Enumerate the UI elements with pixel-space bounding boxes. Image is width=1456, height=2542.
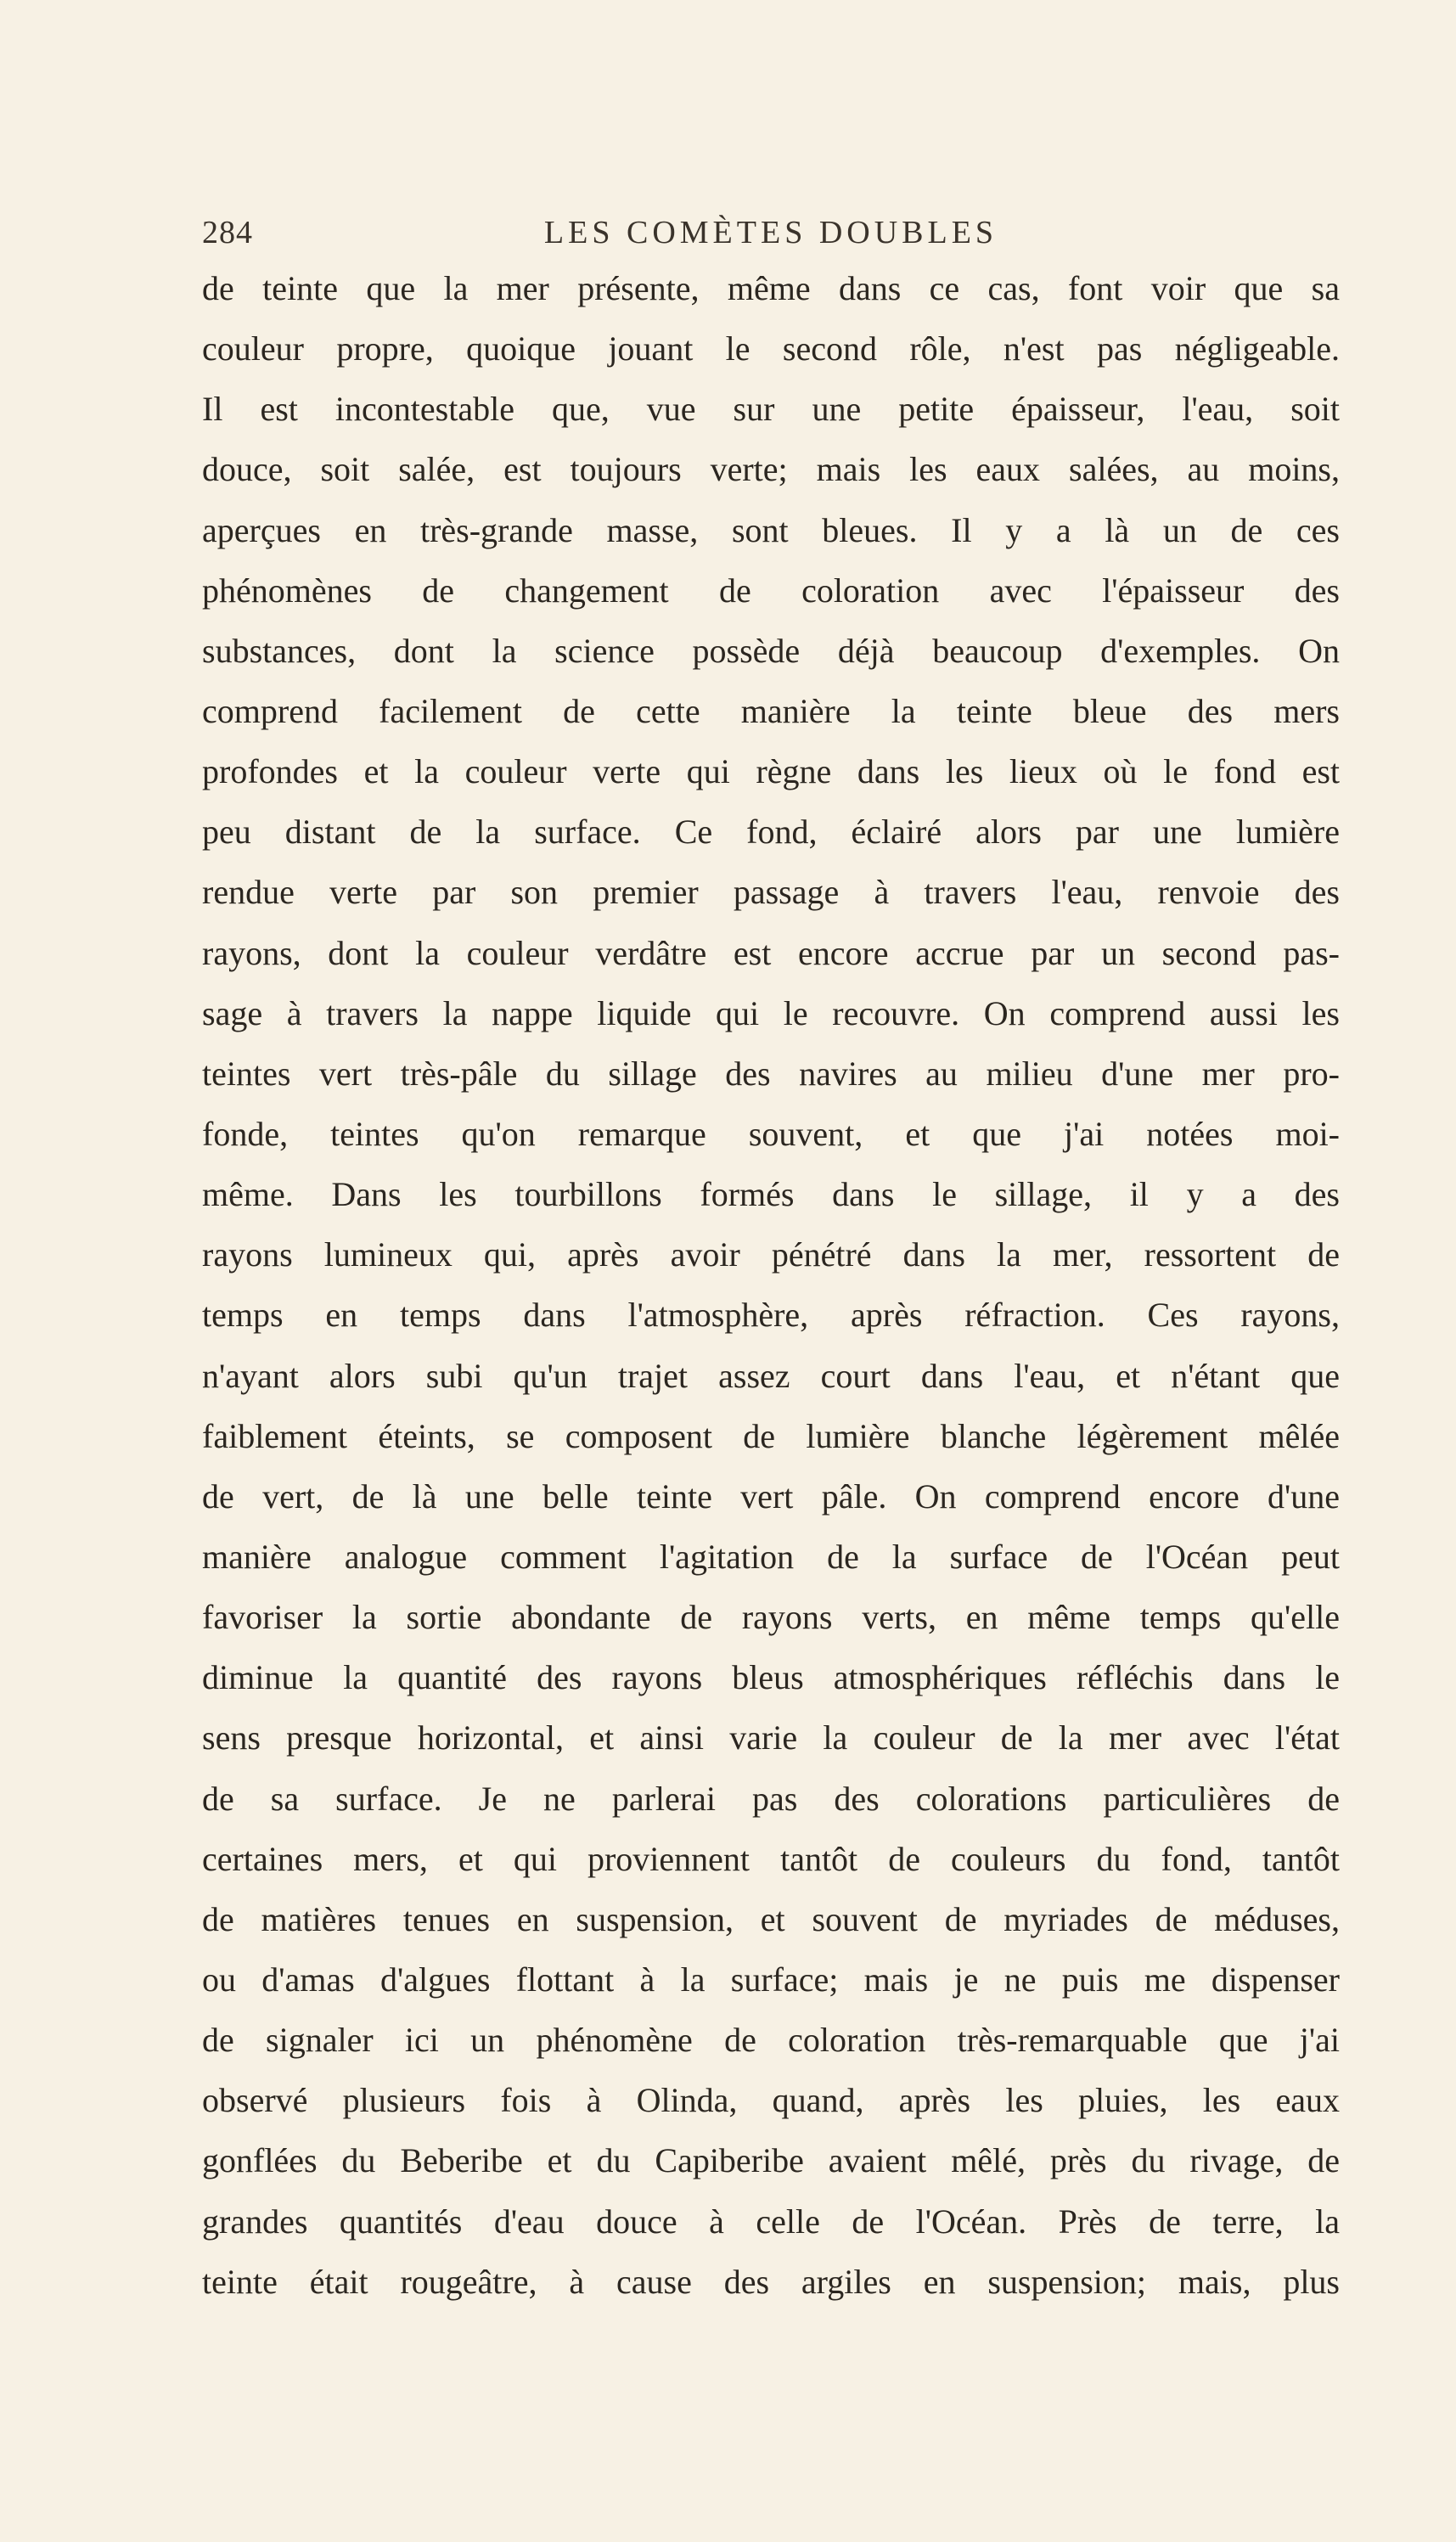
text-line: de matières tenues en suspension, et souvent de myriades de méduses, bbox=[202, 1899, 1340, 1938]
text-line: observé plusieurs fois à Olinda, quand, après les pluies, les eaux bbox=[202, 2081, 1340, 2120]
text-line: couleur propre, quoique jouant le second rôle, n'est pas négligeable. bbox=[202, 329, 1340, 368]
text-line: phénomènes de changement de coloration avec l'épaisseur des bbox=[202, 571, 1340, 610]
text-line: comprend facilement de cette manière la teinte bleue des mers bbox=[202, 691, 1340, 730]
text-line: sage à travers la nappe liquide qui le recouvre. On comprend aussi les bbox=[202, 993, 1340, 1032]
text-line: temps en temps dans l'atmosphère, après réfraction. Ces rayons, bbox=[202, 1296, 1340, 1335]
text-line: sens presque horizontal, et ainsi varie la couleur de la mer avec l'état bbox=[202, 1718, 1340, 1757]
text-line: fonde, teintes qu'on remarque souvent, et que j'ai notées moi- bbox=[202, 1114, 1340, 1153]
running-head: LES COMÈTES DOUBLES bbox=[543, 215, 998, 250]
text-line: de signaler ici un phénomène de coloration très-remarquable que j'ai bbox=[202, 2021, 1340, 2060]
text-line: rendue verte par son premier passage à travers l'eau, renvoie des bbox=[202, 873, 1340, 912]
text-line: n'ayant alors subi qu'un trajet assez court dans l'eau, et n'étant que bbox=[202, 1356, 1340, 1395]
text-line: de sa surface. Je ne parlerai pas des colorations particulières de bbox=[202, 1779, 1340, 1818]
text-line: gonflées du Beberibe et du Capiberibe avaient mêlé, près du rivage, de bbox=[202, 2141, 1340, 2180]
page-header bbox=[202, 214, 1340, 265]
text-line: rayons lumineux qui, après avoir pénétré dans la mer, ressortent de bbox=[202, 1235, 1340, 1274]
text-line: Il est incontestable que, vue sur une petite épaisseur, l'eau, soit bbox=[202, 390, 1340, 429]
text-line: ou d'amas d'algues flottant à la surface; mais je ne puis me dispenser bbox=[202, 1960, 1340, 1999]
text-line: teintes vert très-pâle du sillage des navires au milieu d'une mer pro- bbox=[202, 1054, 1340, 1093]
text-line: peu distant de la surface. Ce fond, éclairé alors par une lumière bbox=[202, 813, 1340, 852]
text-line: favoriser la sortie abondante de rayons verts, en même temps qu'elle bbox=[202, 1598, 1340, 1637]
text-line: substances, dont la science possède déjà beaucoup d'exemples. On bbox=[202, 631, 1340, 670]
text-line: de teinte que la mer présente, même dans ce cas, font voir que sa bbox=[202, 269, 1340, 307]
text-line: certaines mers, et qui proviennent tantôt de couleurs du fond, tantôt bbox=[202, 1839, 1340, 1878]
text-line: profondes et la couleur verte qui règne dans les lieux où le fond est bbox=[202, 752, 1340, 791]
text-line: teinte était rougeâtre, à cause des argiles en suspension; mais, plus bbox=[202, 2262, 1340, 2301]
text-line: rayons, dont la couleur verdâtre est encore accrue par un second pas- bbox=[202, 933, 1340, 972]
text-line: même. Dans les tourbillons formés dans le sillage, il y a des bbox=[202, 1175, 1340, 1214]
text-line: douce, soit salée, est toujours verte; mais les eaux salées, au moins, bbox=[202, 450, 1340, 489]
text-line: faiblement éteints, se composent de lumière blanche légèrement mêlée bbox=[202, 1416, 1340, 1455]
text-line: aperçues en très-grande masse, sont bleues. Il y a là un de ces bbox=[202, 510, 1340, 549]
text-line: de vert, de là une belle teinte vert pâle. On comprend encore d'une bbox=[202, 1476, 1340, 1516]
body-text bbox=[202, 258, 1340, 2312]
text-line: diminue la quantité des rayons bleus atmosphériques réfléchis dans le bbox=[202, 1658, 1340, 1697]
page-number: 284 bbox=[202, 215, 253, 250]
text-line: grandes quantités d'eau douce à celle de l'Océan. Près de terre, la bbox=[202, 2202, 1340, 2241]
text-line: manière analogue comment l'agitation de la surface de l'Océan peut bbox=[202, 1537, 1340, 1576]
